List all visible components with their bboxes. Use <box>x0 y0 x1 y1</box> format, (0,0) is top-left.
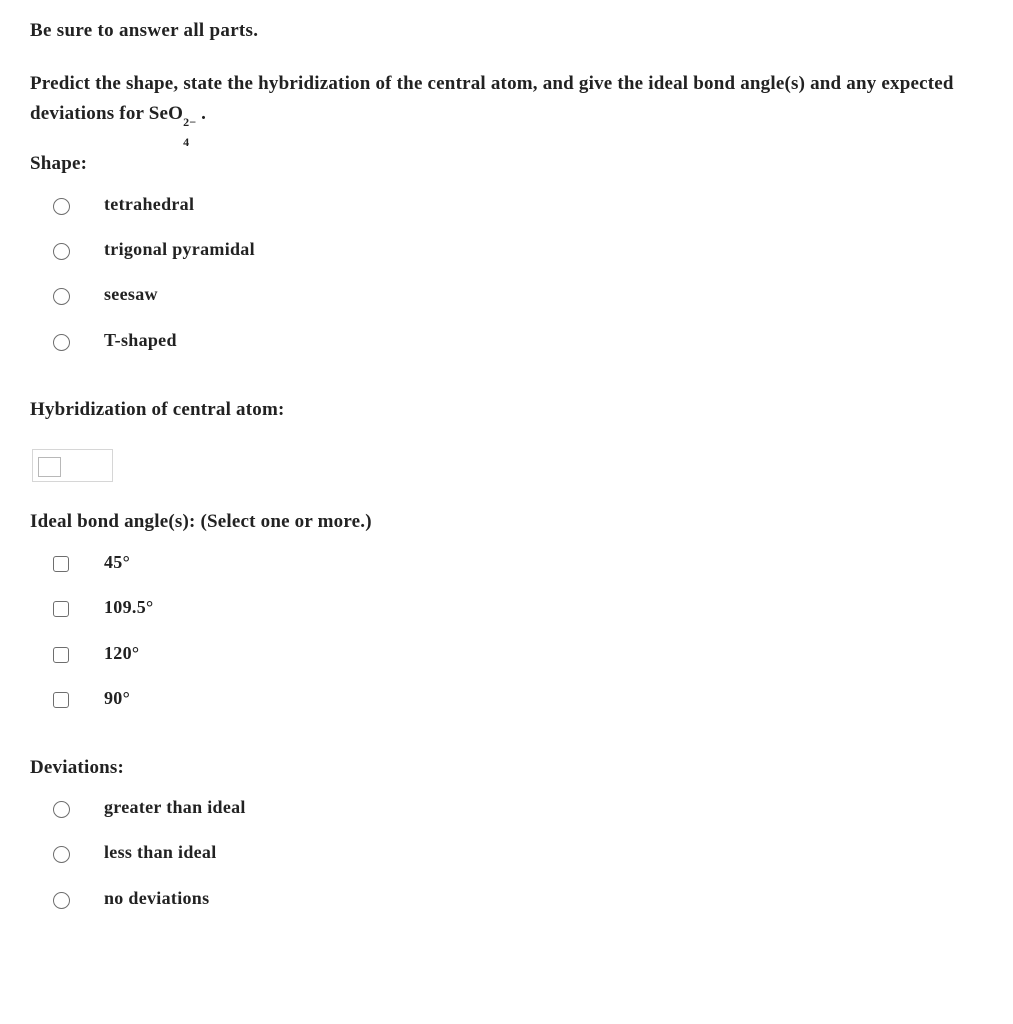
formula-base: SeO <box>148 103 184 124</box>
angle-checkbox-90[interactable] <box>53 692 69 708</box>
shape-option-trigonal-pyramidal[interactable]: trigonal pyramidal <box>104 239 255 259</box>
shape-radio-tetrahedral[interactable] <box>53 198 70 215</box>
formula-subscript: 4 <box>183 135 190 149</box>
angle-option-45[interactable]: 45° <box>104 552 131 572</box>
angle-checkbox-120[interactable] <box>53 647 69 663</box>
chemical-formula <box>148 99 201 149</box>
shape-option-seesaw[interactable]: seesaw <box>104 284 158 304</box>
question-body: Predict the shape, state the hybridization of the central atom, and give the ideal bond angle(s) and any expected deviations for <box>30 73 954 124</box>
angle-checkbox-45[interactable] <box>53 556 69 572</box>
question-text <box>30 69 980 149</box>
hybridization-input-field[interactable] <box>38 457 61 477</box>
deviation-option-less[interactable]: less than ideal <box>104 842 217 862</box>
angle-option-120[interactable]: 120° <box>104 643 140 663</box>
deviation-radio-greater[interactable] <box>53 801 70 818</box>
deviation-radio-less[interactable] <box>53 846 70 863</box>
shape-radio-seesaw[interactable] <box>53 288 70 305</box>
shape-radio-trigonal-pyramidal[interactable] <box>53 243 70 260</box>
deviation-radio-none[interactable] <box>53 892 70 909</box>
hybridization-input[interactable] <box>32 449 113 482</box>
deviations-label: Deviations: <box>30 757 125 778</box>
shape-label: Shape: <box>30 153 88 174</box>
shape-option-tetrahedral[interactable]: tetrahedral <box>104 194 195 214</box>
instructions-text: Be sure to answer all parts. <box>30 20 259 41</box>
question-end: . <box>201 103 207 124</box>
shape-radio-t-shaped[interactable] <box>53 334 70 351</box>
deviation-option-greater[interactable]: greater than ideal <box>104 797 246 817</box>
deviation-option-none[interactable]: no deviations <box>104 888 210 908</box>
hybridization-label: Hybridization of central atom: <box>30 399 285 420</box>
angle-option-109-5[interactable]: 109.5° <box>104 597 154 617</box>
formula-charge: 2− <box>183 115 197 129</box>
bond-angle-label: Ideal bond angle(s): (Select one or more.) <box>30 511 372 532</box>
angle-option-90[interactable]: 90° <box>104 688 131 708</box>
shape-option-t-shaped[interactable]: T-shaped <box>104 330 177 350</box>
angle-checkbox-109-5[interactable] <box>53 601 69 617</box>
